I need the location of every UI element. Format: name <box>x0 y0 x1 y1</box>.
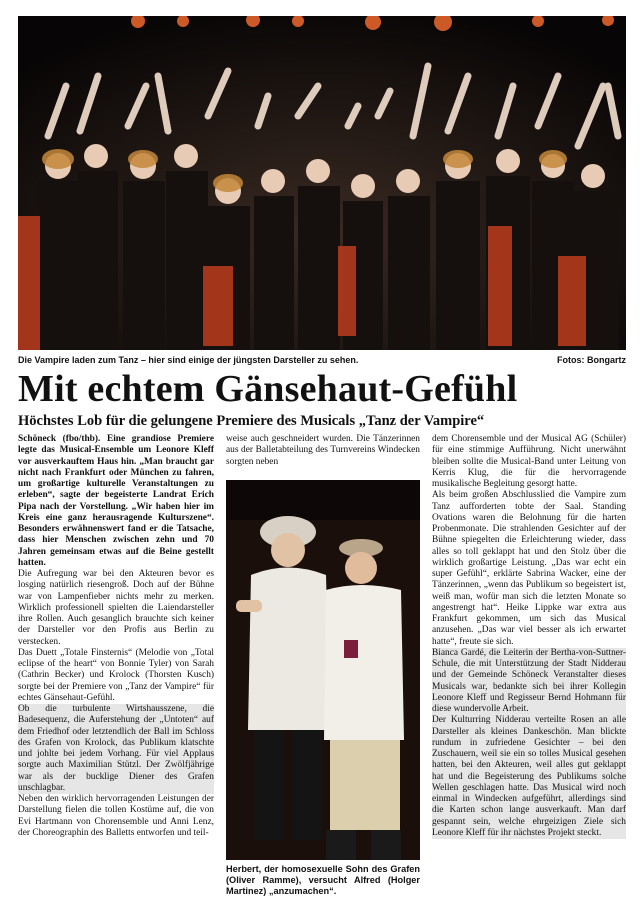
photo-credit: Fotos: Bongartz <box>557 355 626 365</box>
article-lead-paragraph: Schöneck (fbo/thb). Eine grandiose Premiere legte das Musical-Ensemble um Leonore Kleff vor ausverkauftem Haus hin. „Man braucht gar nicht nach Frankfurt oder München zu fahren, um großartige kulturelle Veranstaltungen zu erleben“, sagte der begeisterte Landrat Erich Pipa nach der Vorstellung. „Wir haben hier im Kreis eine ganz herausragende Kulturszene“. Besonders erwähnenswert fand er die Tatsache, dass hier Menschen zwischen zehn und 70 Jahren gemeinsam etwas auf die Beine gestellt hatten. <box>18 434 214 568</box>
article-column-3 <box>432 434 626 839</box>
vampire-ensemble-illustration <box>18 16 626 350</box>
article-headline: Mit echtem Gänsehaut-Gefühl <box>18 368 518 410</box>
column3-paragraph-1: dem Chorensemble und der Musical AG (Schüler) für eine stimmige Aufführung. Nicht unerwähnt bleiben sollte die Musical-Band unter Leitung von Kerris Klug, die für die hervorragende musikalische Begleitung gesorgt hatte. <box>432 434 626 489</box>
herbert-alfred-illustration <box>226 480 420 860</box>
article-column-1 <box>18 434 214 839</box>
column3-paragraph-2: Als beim großen Abschlusslied die Vampire zum Tanz aufforderten tobte der Saal. Standing Ovations waren die Belohnung für die harten Probenmonate. Die strahlenden Gesichter auf der Bühne spiegelten die Erleichterung wieder, dass alles so toll geklappt hat und den Stolz über die wirklich großartige Leistung. „Das war echt ein super Gefühl“, erklärte Sabrina Wacker, eine der Tänzerinnen, „wenn das Publikum so begeistert ist, weiß man, wofür man sich die letzten Monate so angestrengt hat“. Heike Lippke war extra aus Frankfurt gekommen, um sich das Musical anzusehen. „Das war viel besser als ich erwartet hatte“, freute sie sich. <box>432 490 626 647</box>
column2-paragraph-1: weise auch geschneidert wurden. Die Tänzerinnen aus der Balletabteilung des Turnvereins Windecken sorgten neben <box>226 434 420 467</box>
mid-photo-caption: Herbert, der homosexuelle Sohn des Grafen (Oliver Ramme), versucht Alfred (Holger Martinez) „anzumachen“. <box>226 864 420 896</box>
column3-paragraph-4: Der Kulturring Nidderau verteilte Rosen an alle Darsteller als kleines Dankeschön. Man blickte rundum in zufriedene Gesichter – bei den Zuschauern, weil sie ein so tolles Musical gesehen hatten, bei den Akteuren, weil alles gut geklappt hat und die Begeisterung des Publikums solche Wellen geschlagen hatte. Das Musical wird noch einmal in Windecken aufgeführt, allerdings sind die Karten schon lange ausverkauft. Man darf gespannt sein, welche ehrgeizigen Ziele sich Leonore Kleff für ihr nächstes Projekt steckt. <box>432 715 626 838</box>
article-subheadline: Höchstes Lob für die gelungene Premiere des Musicals „Tanz der Vampire“ <box>18 413 485 429</box>
vampire-ensemble-photo <box>18 16 626 350</box>
column1-paragraph-1: Die Aufregung war bei den Akteuren bevor es losging natürlich riesengroß. Doch auf der Bühne war von Lampenfieber nichts mehr zu merken. Wirklich professionell spielten die Laiendarsteller ihre Rollen. Auch gesanglich brauchte sich keiner der Darsteller vor den Profis aus Berlin zu verstecken. <box>18 569 214 647</box>
top-photo-caption: Die Vampire laden zum Tanz – hier sind einige der jüngsten Darsteller zu sehen. <box>18 355 359 365</box>
column1-paragraph-2: Das Duett „Totale Finsternis“ (Melodie von „Total eclipse of the heart“ von Bonnie Tyler) von Sarah (Cathrin Becker) und Krolock (Thorsten Kusch) sorgte bei der Premiere von „Tanz der Vampire“ für echtes Gänsehaut-Gefühl. <box>18 647 214 703</box>
herbert-alfred-photo <box>226 480 420 860</box>
column1-paragraph-3: Ob die turbulente Wirtshausszene, die Badesequenz, die Auferstehung der „Untoten“ auf dem Friedhof oder letztendlich der Ball im Schloss des Grafen von Krolock, das Publikum klatschte und johlte bei jedem Vorhang. Für viel Applaus sorgte auch Maximilian Stützl. Der Zwölfjährige war als der bucklige Diener des Grafen unschlagbar. <box>18 704 214 793</box>
article-column-2 <box>226 434 420 468</box>
column3-paragraph-3: Bianca Gardé, die Leiterin der Bertha-von-Suttner-Schule, die mit Unterstützung der Stadt Nidderau und der Gemeinde Schöneck Veranstalter dieses Musicals war, bedankte sich bei ihrer Kollegin Leonore Kleff und Regisseur Bernd Hohmann für diese wundervolle Arbeit. <box>432 647 626 714</box>
column1-paragraph-4: Neben den wirklich hervorragenden Leistungen der Darstellung fielen die tollen Kostüme auf, die von Evi Hartmann von Chorensemble und Anni Lenz, der Choreographin des Balletts entworfen und teil- <box>18 794 214 838</box>
top-photo-caption-row <box>18 354 626 366</box>
